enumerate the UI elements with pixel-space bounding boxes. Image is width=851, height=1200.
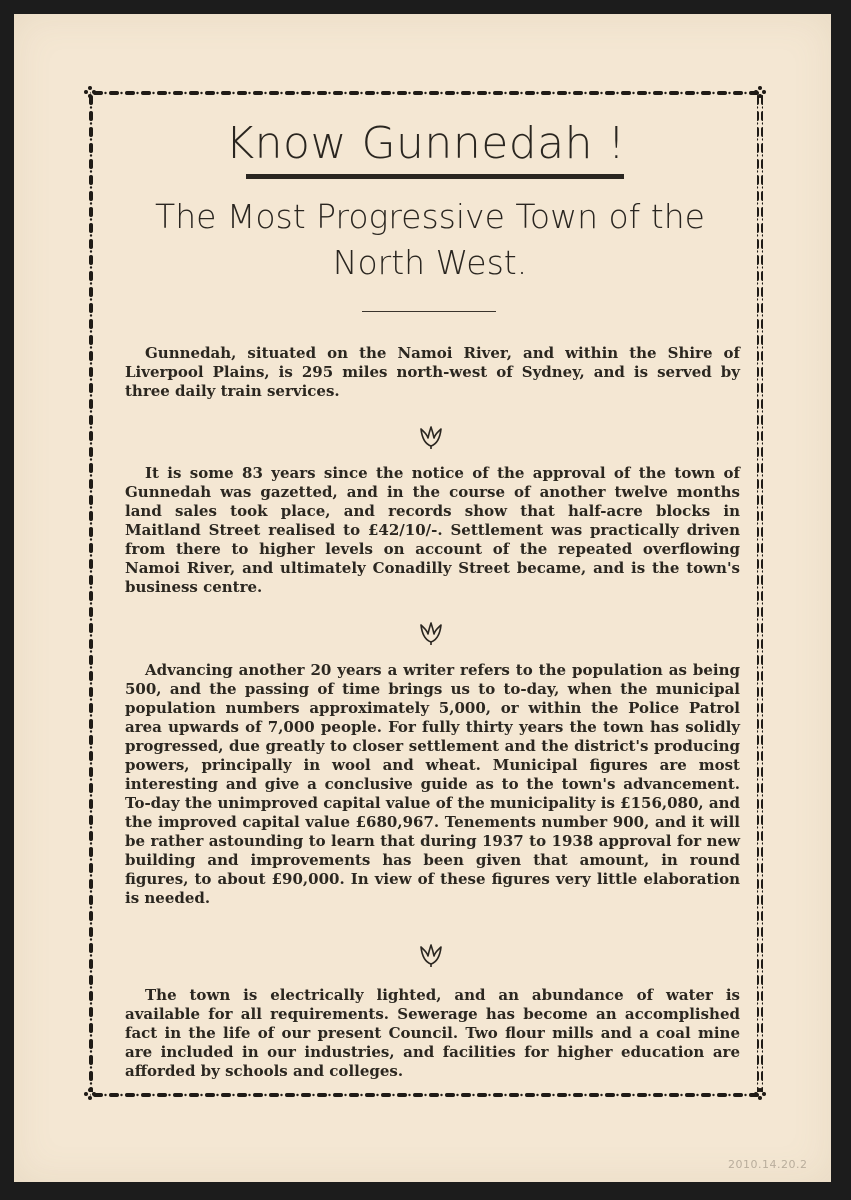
title-underline xyxy=(246,174,624,179)
page-title: Know Gunnedah ! xyxy=(225,118,626,169)
tulip-ornament-icon xyxy=(418,424,444,450)
paragraph-location: Gunnedah, situated on the Namoi River, and within the Shire of Liverpool Plains, is 295 miles north-west of Sydney, and is served by three daily train services. xyxy=(125,344,740,400)
paragraph-history: It is some 83 years since the notice of the approval of the town of Gunnedah was gazetted, and in the course of another twelve months land sales took place, and records show that half-acre blocks in Maitland Street realised to £42/10/-. Settlement was practically driven from there to higher levels on account of the repeated overflowing Namoi River, and ultimately Conadilly Street became, and is the town's business centre. xyxy=(125,464,740,596)
tulip-ornament-icon xyxy=(418,620,444,646)
page-subtitle: The Most Progressive Town of the North West. xyxy=(155,197,705,282)
paragraph-population: Advancing another 20 years a writer refers to the population as being 500, and the passing of time brings us to to-day, when the municipal population numbers approximately 5,000, or within the Police Patrol area upwards of 7,000 people. For fully thirty years the town has solidly progressed, due greatly to closer settlement and the district's producing powers, principally in wool and wheat. Municipal figures are most interesting and give a conclusive guide as to the town's advancement. To-day the unimproved capital value of the municipality is £156,080, and the improved capital value £680,967. Tenements number 900, and it will be rather astounding to learn that during 1937 to 1938 approval for new building and improvements has been given that amount, in round figures, to about £90,000. In view of these figures very little elaboration is needed. xyxy=(125,661,740,907)
tulip-ornament-icon xyxy=(418,942,444,968)
paragraph-services: The town is electrically lighted, and an abundance of water is available for all requirements. Sewerage has become an accomplished fact in the life of our present Council. Two flour mills and a coal mine are included in our industries, and facilities for higher education are afforded by schools and colleges. xyxy=(125,986,740,1080)
section-divider xyxy=(362,311,496,312)
accession-number: 2010.14.20.2 xyxy=(728,1158,808,1171)
